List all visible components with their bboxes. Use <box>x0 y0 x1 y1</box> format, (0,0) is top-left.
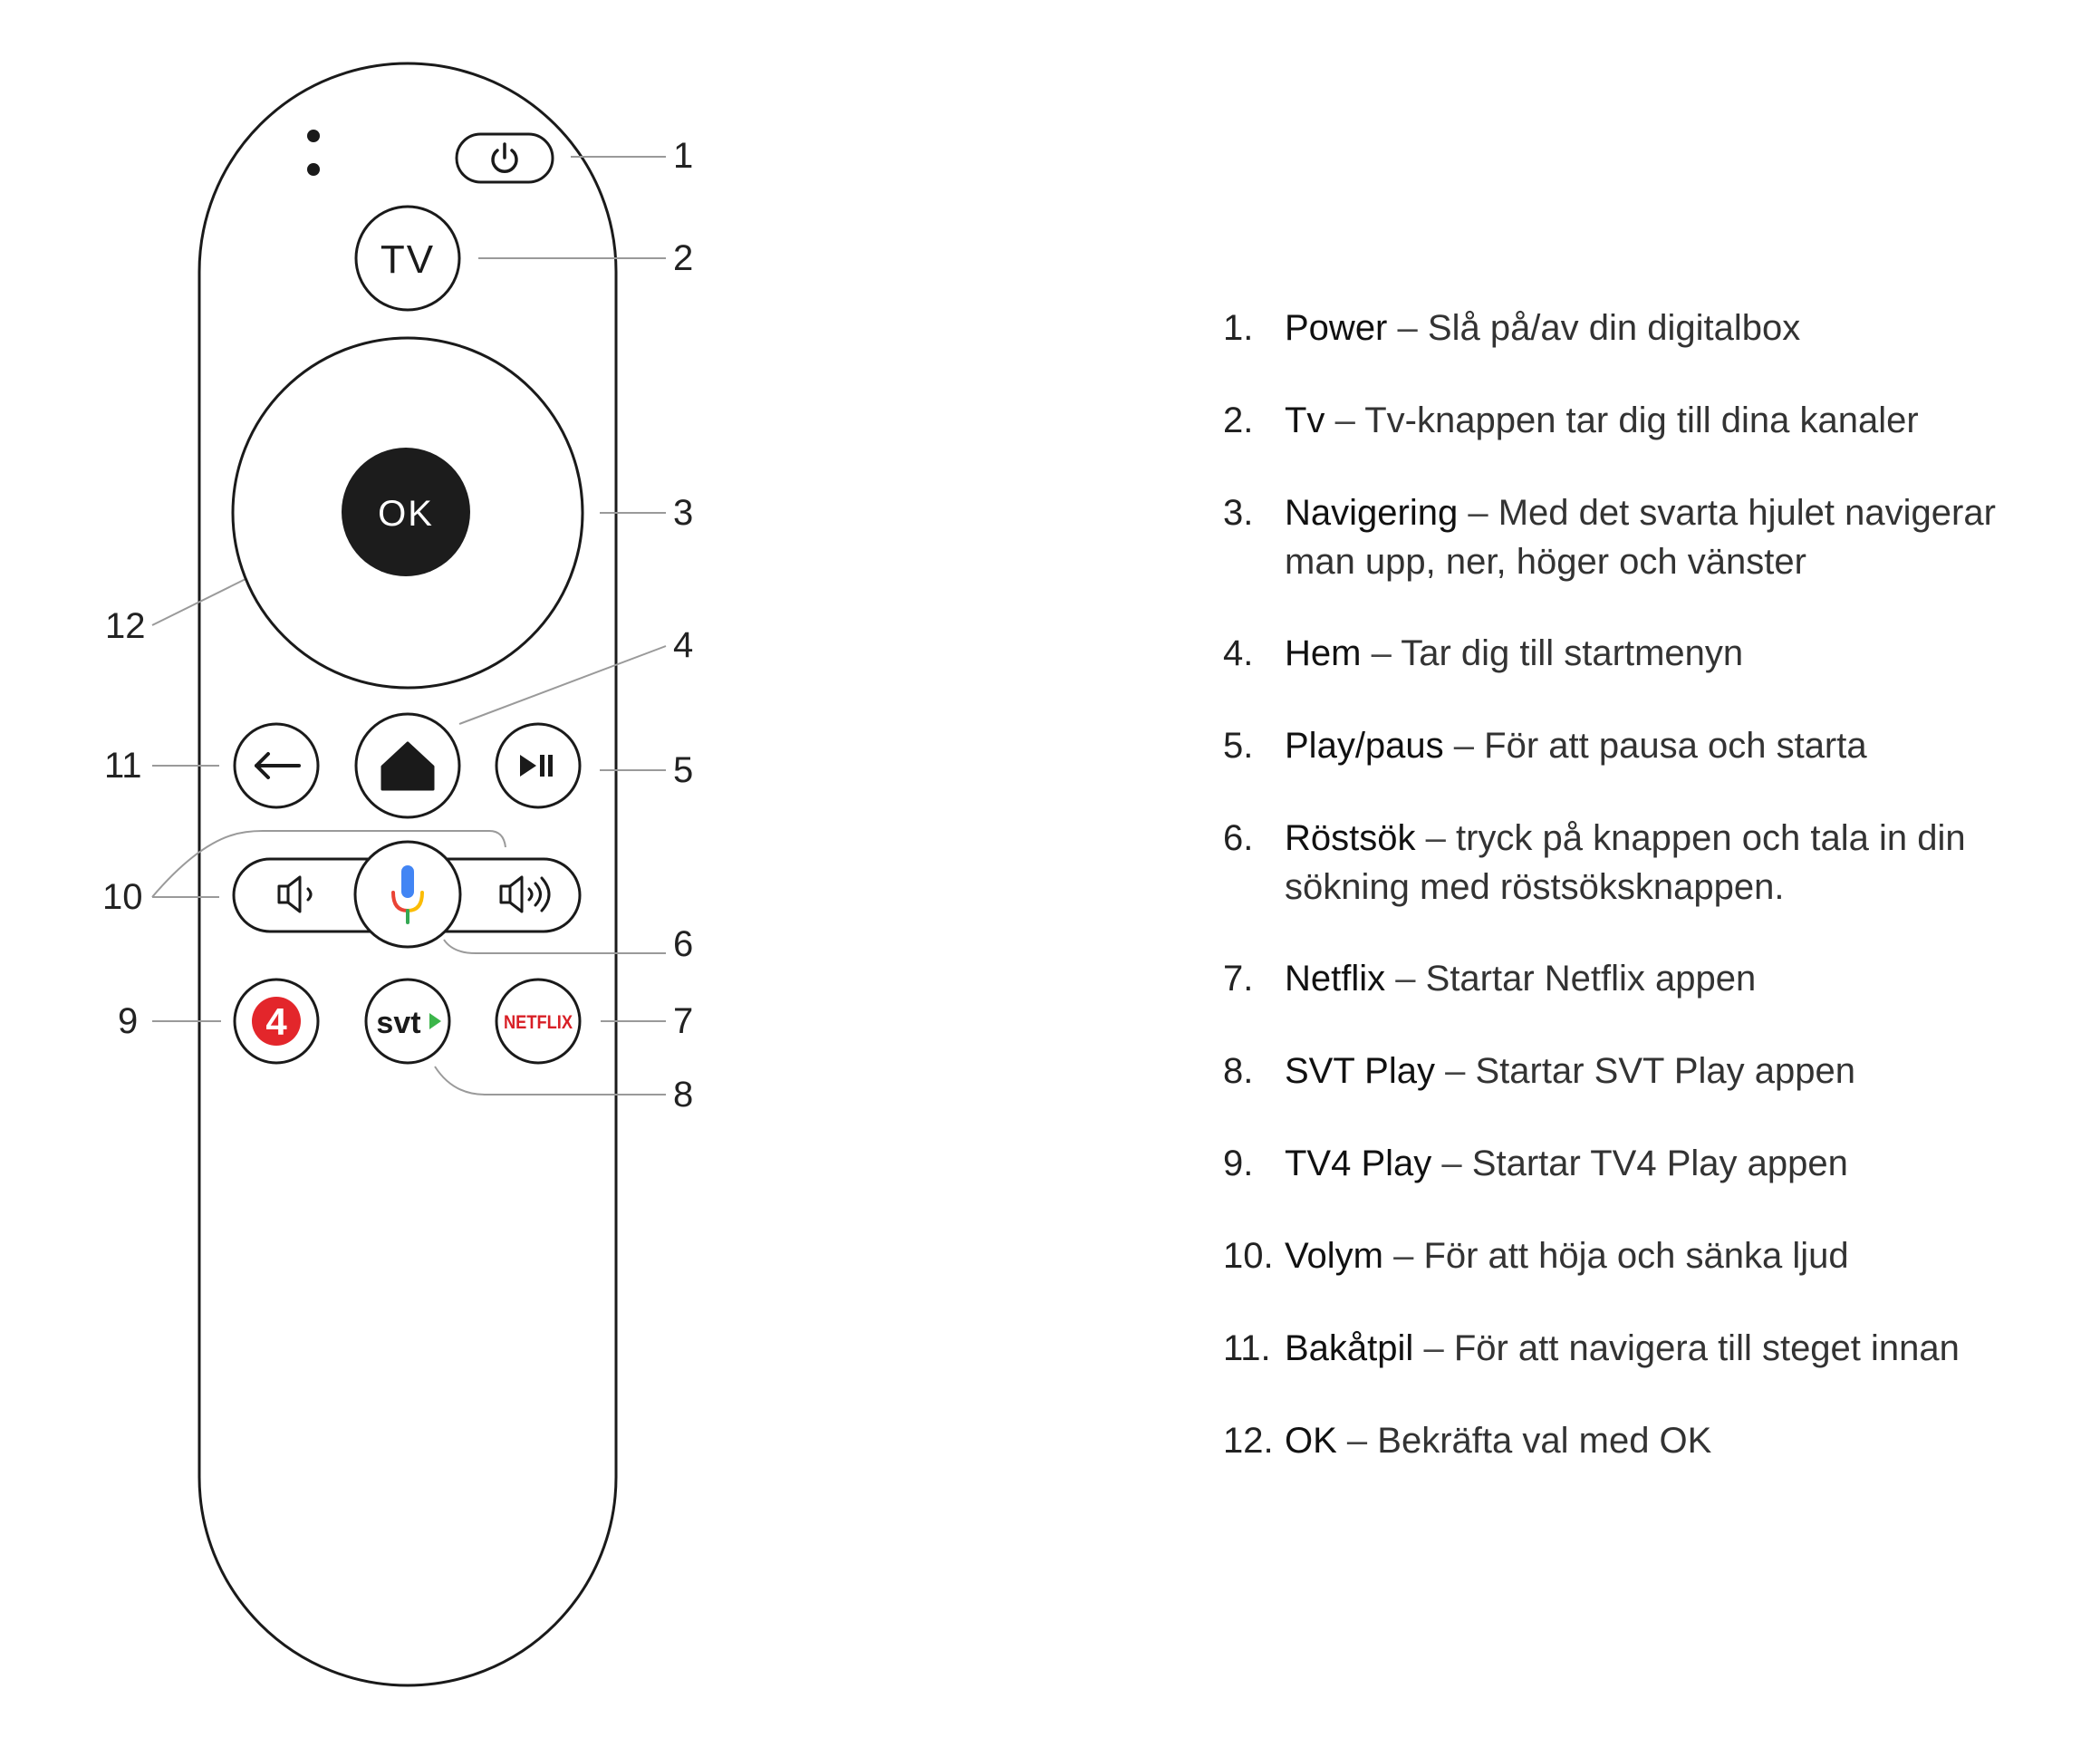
legend-description: För att navigera till steget innan <box>1453 1328 1960 1368</box>
ok-button[interactable] <box>342 448 470 576</box>
legend-number: 6. <box>1223 818 1254 858</box>
tv-button[interactable] <box>356 207 459 310</box>
legend-name: Bakåtpil <box>1285 1328 1414 1368</box>
legend-number: 2. <box>1223 401 1254 440</box>
legend-name: SVT Play <box>1285 1051 1435 1091</box>
legend-description: Bekräfta val med OK <box>1377 1421 1712 1461</box>
legend-name: Play/paus <box>1285 726 1444 766</box>
tv-button-label: TV <box>380 237 436 282</box>
callout-9: 9 <box>118 1001 139 1041</box>
tv4-logo-label: 4 <box>265 1000 287 1043</box>
legend-number: 12. <box>1223 1421 1274 1461</box>
home-button[interactable] <box>356 714 459 817</box>
legend-description: Startar Netflix appen <box>1425 959 1757 999</box>
callout-2: 2 <box>673 238 694 278</box>
legend-number: 4. <box>1223 633 1254 673</box>
legend-number: 9. <box>1223 1144 1254 1183</box>
legend-name: Power <box>1285 308 1388 348</box>
callout-10: 10 <box>102 877 143 917</box>
legend-name: Röstsök <box>1285 818 1416 858</box>
legend-number: 5. <box>1223 726 1254 766</box>
callout-4: 4 <box>673 625 694 665</box>
legend-name: Netflix <box>1285 959 1386 999</box>
legend-number: 1. <box>1223 308 1254 348</box>
legend-number: 7. <box>1223 959 1254 999</box>
legend-name: Hem <box>1285 633 1362 673</box>
tv4-play-button[interactable] <box>235 980 318 1063</box>
legend-number: 8. <box>1223 1051 1254 1091</box>
legend-description: Tar dig till startmenyn <box>1401 633 1744 673</box>
voice-search-button[interactable] <box>355 842 460 947</box>
legend-number: 11. <box>1223 1328 1271 1368</box>
legend-description: För att pausa och starta <box>1484 726 1867 766</box>
power-button[interactable] <box>457 134 553 182</box>
indicator-dot-top <box>307 130 320 142</box>
legend-description: Med det svarta hjulet navigerar man upp, ner, höger och vänster <box>1285 493 1996 582</box>
legend-name: Volym <box>1285 1236 1383 1276</box>
callout-3: 3 <box>673 493 694 533</box>
svt-play-button[interactable] <box>366 980 449 1063</box>
legend-description: Startar SVT Play appen <box>1475 1051 1855 1091</box>
callout-11: 11 <box>104 746 142 786</box>
callout-7: 7 <box>673 1001 694 1041</box>
legend-description: För att höja och sänka ljud <box>1423 1236 1849 1276</box>
svt-logo-label: svt <box>376 1006 421 1040</box>
legend-description: tryck på knappen och tala in din sökning med röstsöksknappen. <box>1285 818 1966 907</box>
netflix-logo-label: NETFLIX <box>504 1012 573 1033</box>
play-pause-button[interactable] <box>496 724 580 807</box>
ok-button-label: OK <box>378 494 434 534</box>
legend-description: Startar TV4 Play appen <box>1471 1144 1848 1183</box>
legend-name: Tv <box>1285 401 1325 440</box>
button-legend: 1. Power – Slå på/av din digitalbox 2. Tv – Tv-knappen tar dig till dina kanaler 3. Navigering – Med det svarta hjulet navigerar man upp, ner, höger och vänster 4. Hem – Tar dig till startmenyn 5. Play/paus – För att pausa och starta 6. Röstsök – tryck på knappen och tala in din sökning med röstsöksknappen. 7. Netflix – Startar Netflix appen 8. SVT Play – Startar SVT Play appen 9. TV4 Play – Startar TV4 Play appen 10. Volym – För att höja och sänka ljud 11. Bakåtpil – För att navigera till steget innan 12. OK – Bekräfta val med OK <box>1223 0 2084 1747</box>
back-button[interactable] <box>235 724 318 807</box>
legend-name: OK <box>1285 1421 1337 1461</box>
callout-6: 6 <box>673 924 694 964</box>
legend-description: Tv-knappen tar dig till dina kanaler <box>1364 401 1919 440</box>
legend-name: Navigering <box>1285 493 1459 533</box>
callout-5: 5 <box>673 750 694 790</box>
callout-1: 1 <box>673 136 694 176</box>
callout-8: 8 <box>673 1075 694 1115</box>
legend-name: TV4 Play <box>1285 1144 1432 1183</box>
callout-12: 12 <box>105 606 146 646</box>
netflix-button[interactable] <box>496 980 580 1063</box>
legend-number: 3. <box>1223 493 1254 533</box>
legend-number: 10. <box>1223 1236 1274 1276</box>
indicator-dot-bottom <box>307 163 320 176</box>
legend-description: Slå på/av din digitalbox <box>1427 308 1801 348</box>
